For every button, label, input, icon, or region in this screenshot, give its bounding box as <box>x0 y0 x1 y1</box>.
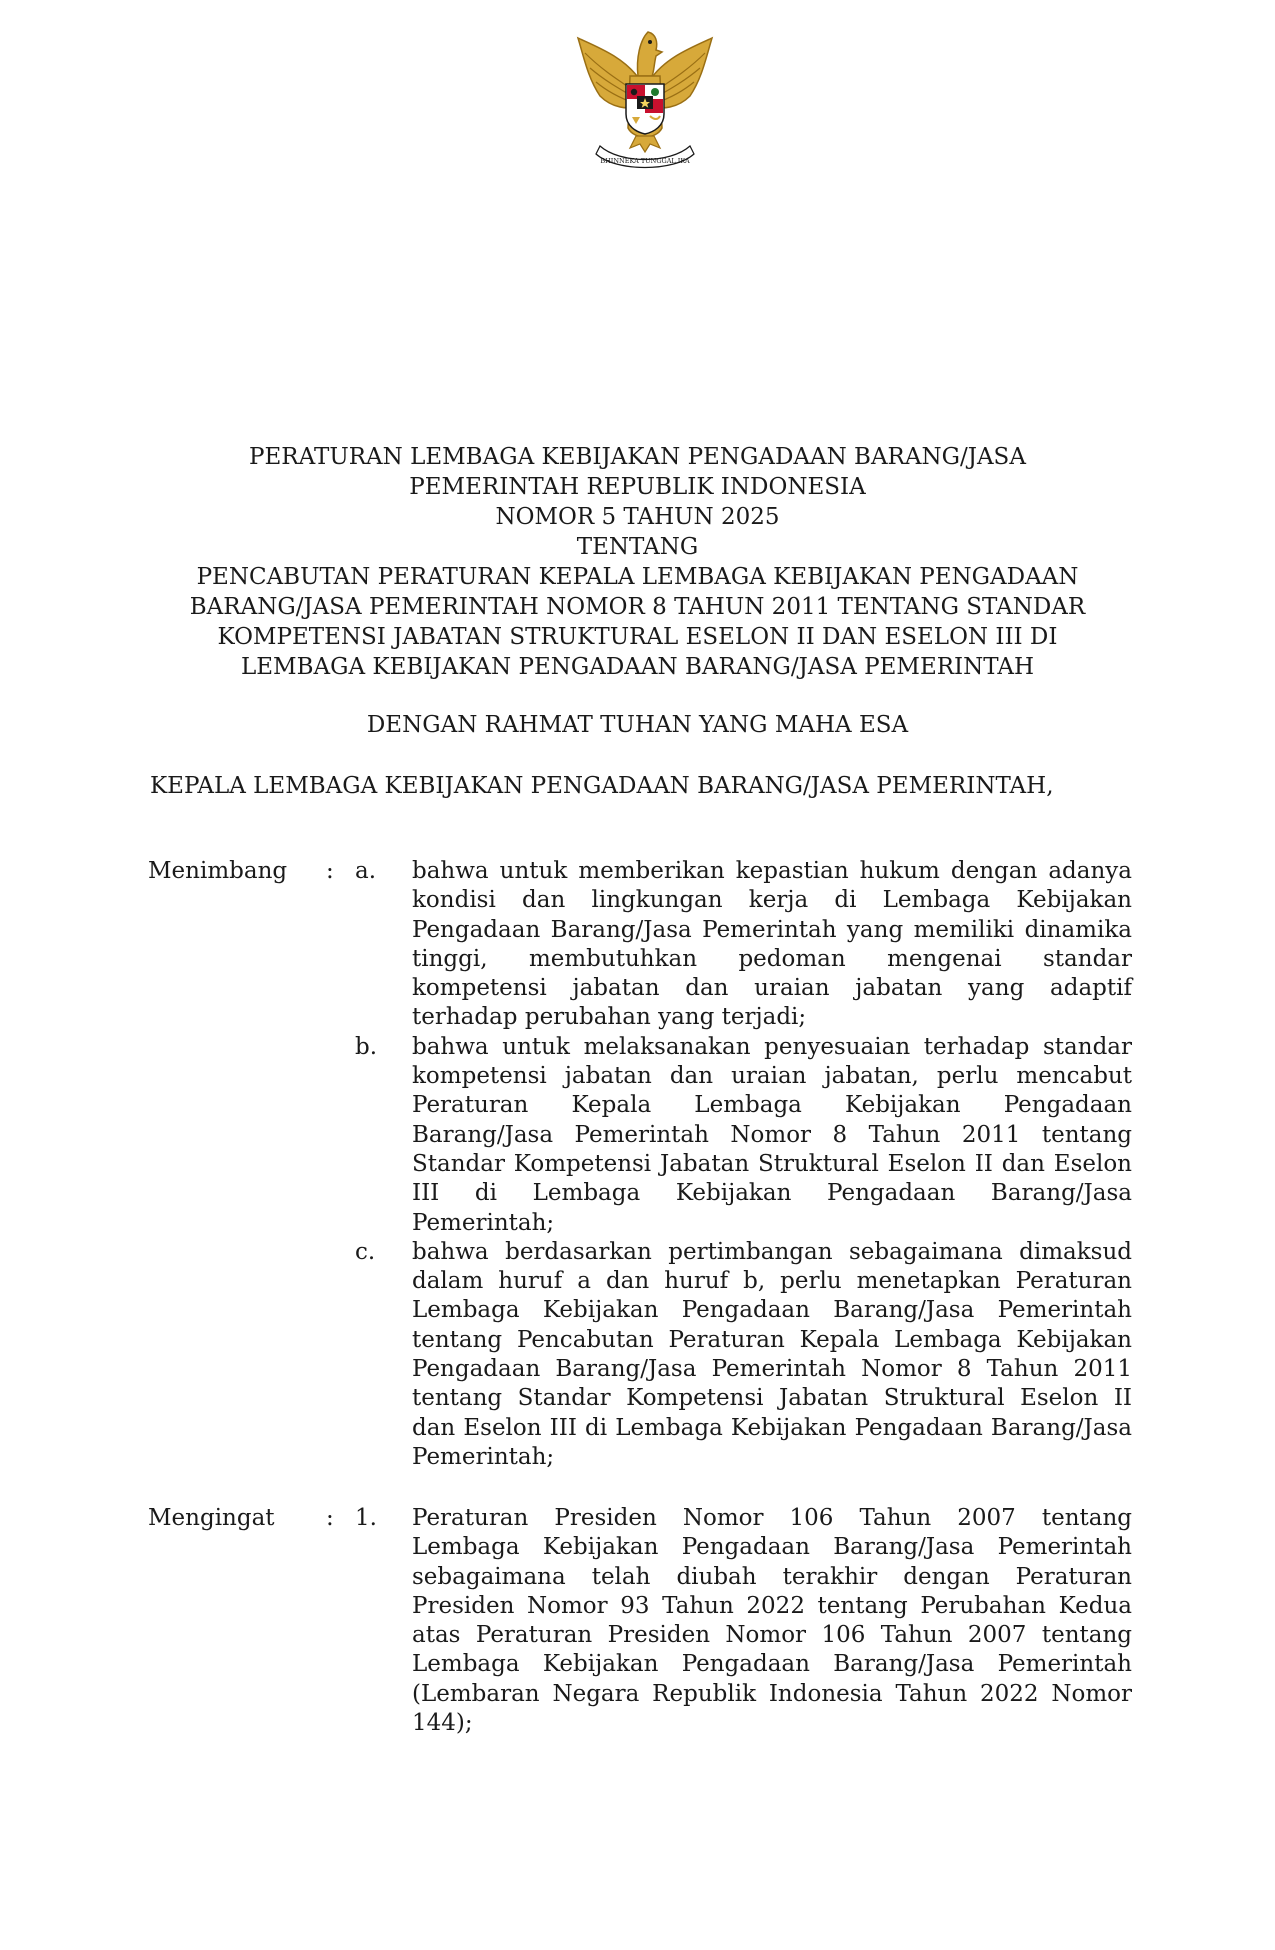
garuda-emblem <box>570 18 720 176</box>
item-marker: c. <box>355 1238 376 1265</box>
shield-icon <box>626 84 664 134</box>
title-line: KOMPETENSI JABATAN STRUKTURAL ESELON II DAN ESELON III DI <box>217 624 1058 650</box>
garuda-pancasila-icon <box>570 18 720 176</box>
title-line: BARANG/JASA PEMERINTAH NOMOR 8 TAHUN 2011 TENTANG STANDAR <box>189 594 1086 620</box>
regulation-title <box>100 442 1175 682</box>
item-text: bahwa berdasarkan pertimbangan sebagaimana dimaksud dalam huruf a dan huruf b, perlu menetapkan Peraturan Lembaga Kebijakan Pengadaan Barang/Jasa Pemerintah tentang Pencabutan Peraturan Kepala Lembaga Kebijakan Pengadaan Barang/Jasa Pemerintah Nomor 8 Tahun 2011 tentang Standar Kompetensi Jabatan Struktural Eselon II dan Eselon III di Lembaga Kebijakan Pengadaan Barang/Jasa Pemerintah; <box>412 1238 1132 1470</box>
item-marker: 1. <box>355 1505 377 1531</box>
mengingat-section <box>148 1504 1133 1738</box>
list-item <box>148 1033 1133 1238</box>
item-text: bahwa untuk memberikan kepastian hukum dengan adanya kondisi dan lingkungan kerja di Lembaga Kebijakan Pengadaan Barang/Jasa Pemerintah yang memiliki dinamika tinggi, membutuhkan pedoman mengenai standar kompetensi jabatan dan uraian jabatan yang adaptif terhadap perubahan yang terjadi; <box>412 858 1132 1031</box>
list-item <box>148 1238 1133 1472</box>
section-colon: : <box>326 858 334 884</box>
list-item <box>148 1504 1133 1738</box>
motto-text: BHINNEKA TUNGGAL IKA <box>600 157 690 165</box>
menimbang-section <box>148 857 1133 1472</box>
title-line: LEMBAGA KEBIJAKAN PENGADAAN BARANG/JASA PEMERINTAH <box>240 654 1035 680</box>
title-line: NOMOR 5 TAHUN 2025 <box>495 504 780 530</box>
title-line: PEMERINTAH REPUBLIK INDONESIA <box>409 474 866 500</box>
section-label: Menimbang <box>148 858 288 884</box>
title-line: PENCABUTAN PERATURAN KEPALA LEMBAGA KEBIJAKAN PENGADAAN <box>196 564 1079 590</box>
title-line: PERATURAN LEMBAGA KEBIJAKAN PENGADAAN BARANG/JASA <box>249 444 1026 470</box>
item-text: bahwa untuk melaksanakan penyesuaian terhadap standar kompetensi jabatan dan uraian jabatan, perlu mencabut Peraturan Kepala Lembaga Kebijakan Pengadaan Barang/Jasa Pemerintah Nomor 8 Tahun 2011 tentang Standar Kompetensi Jabatan Struktural Eselon II dan Eselon III di Lembaga Kebijakan Pengadaan Barang/Jasa Pemerintah; <box>412 1033 1132 1236</box>
title-line: TENTANG <box>576 534 699 560</box>
item-marker: b. <box>355 1033 378 1060</box>
blessing-text: DENGAN RAHMAT TUHAN YANG MAHA ESA <box>366 712 909 738</box>
section-colon: : <box>326 1505 334 1531</box>
item-marker: a. <box>355 858 377 884</box>
list-item <box>148 857 1133 1033</box>
item-text: Peraturan Presiden Nomor 106 Tahun 2007 tentang Lembaga Kebijakan Pengadaan Barang/Jasa Pemerintah sebagaimana telah diubah terakhir dengan Peraturan Presiden Nomor 93 Tahun 2022 tentang Perubahan Kedua atas Peraturan Presiden Nomor 106 Tahun 2007 tentang Lembaga Kebijakan Pengadaan Barang/Jasa Pemerintah (Lembaran Negara Republik Indonesia Tahun 2022 Nomor 144); <box>412 1505 1132 1737</box>
section-label: Mengingat <box>148 1505 275 1531</box>
authority-heading: KEPALA LEMBAGA KEBIJAKAN PENGADAAN BARANG/JASA PEMERINTAH, <box>150 773 1054 799</box>
